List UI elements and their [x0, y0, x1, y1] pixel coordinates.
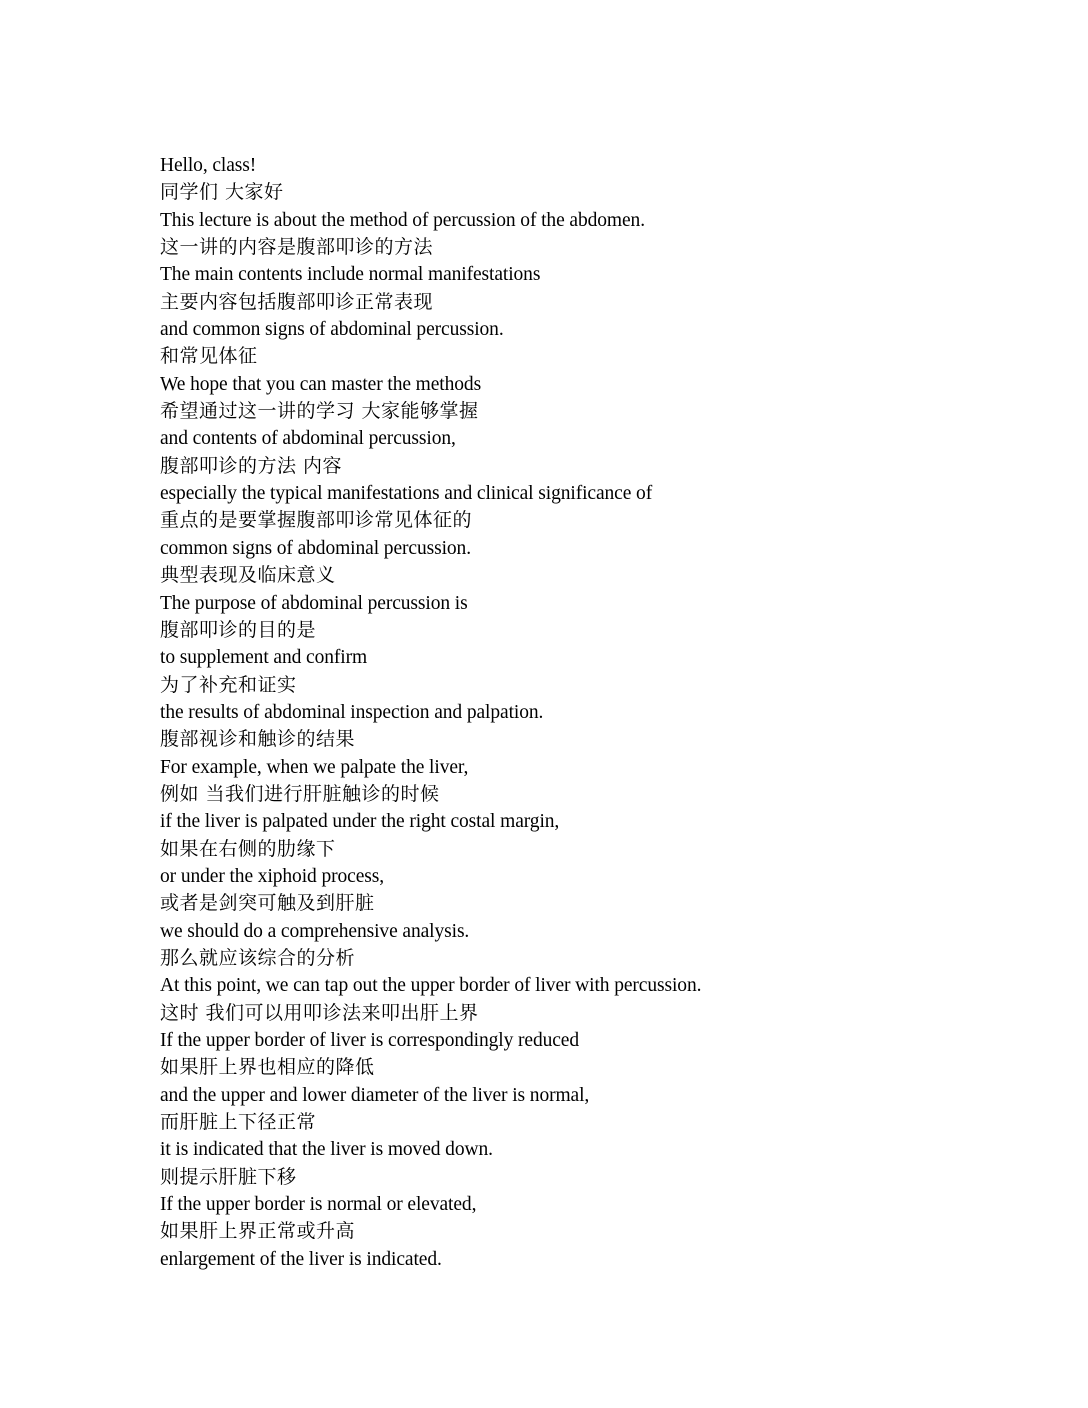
chinese-line: 这一讲的内容是腹部叩诊的方法: [160, 236, 434, 259]
english-line: If the upper border is normal or elevated,: [160, 1194, 477, 1216]
english-line: If the upper border of liver is correspondingly reduced: [160, 1030, 580, 1051]
chinese-line: 例如 当我们进行肝脏触诊的时候: [160, 782, 440, 805]
chinese-line: 则提示肝脏下移: [160, 1165, 297, 1188]
chinese-line: 如果肝上界正常或升高: [160, 1220, 356, 1243]
english-line: and the upper and lower diameter of the liver is normal,: [160, 1084, 590, 1106]
transcript-body: [160, 152, 1040, 1273]
english-line: For example, when we palpate the liver,: [160, 756, 469, 778]
english-line: it is indicated that the liver is moved down.: [160, 1139, 493, 1161]
chinese-line: 腹部叩诊的目的是: [160, 618, 317, 641]
english-line: common signs of abdominal percussion.: [160, 537, 471, 559]
chinese-line: 如果肝上界也相应的降低: [160, 1056, 375, 1079]
chinese-line: 同学们 大家好: [160, 181, 284, 204]
chinese-line: 而肝脏上下径正常: [160, 1111, 317, 1134]
chinese-line: 这时 我们可以用叩诊法来叩出肝上界: [160, 1001, 479, 1024]
chinese-line: 或者是剑突可触及到肝脏: [160, 892, 375, 915]
chinese-line: 主要内容包括腹部叩诊正常表现: [160, 290, 434, 313]
chinese-line: 希望通过这一讲的学习 大家能够掌握: [160, 400, 479, 423]
english-line: We hope that you can master the methods: [160, 373, 482, 395]
english-line: enlargement of the liver is indicated.: [160, 1248, 442, 1270]
english-line: The purpose of abdominal percussion is: [160, 592, 468, 614]
english-line: if the liver is palpated under the right costal margin,: [160, 811, 560, 833]
chinese-line: 为了补充和证实: [160, 673, 297, 696]
chinese-line: 和常见体征: [160, 345, 258, 368]
english-line: to supplement and confirm: [160, 647, 368, 669]
chinese-line: 典型表现及临床意义: [160, 564, 336, 587]
english-line: At this point, we can tap out the upper border of liver with percussion.: [160, 975, 702, 997]
chinese-line: 如果在右侧的肋缘下: [160, 837, 336, 860]
english-line: the results of abdominal inspection and palpation.: [160, 701, 544, 723]
chinese-line: 腹部叩诊的方法 内容: [160, 454, 343, 477]
chinese-line: 腹部视诊和触诊的结果: [160, 728, 356, 751]
chinese-line: 那么就应该综合的分析: [160, 946, 356, 969]
english-line: This lecture is about the method of percussion of the abdomen.: [160, 209, 645, 231]
english-line: or under the xiphoid process,: [160, 865, 385, 887]
english-line: especially the typical manifestations and clinical significance of: [160, 483, 653, 505]
english-line: we should do a comprehensive analysis.: [160, 920, 470, 942]
english-line: and contents of abdominal percussion,: [160, 428, 456, 450]
english-line: and common signs of abdominal percussion.: [160, 319, 504, 341]
english-line: The main contents include normal manifestations: [160, 264, 541, 286]
english-line: Hello, class!: [160, 155, 257, 176]
chinese-line: 重点的是要掌握腹部叩诊常见体征的: [160, 509, 473, 532]
